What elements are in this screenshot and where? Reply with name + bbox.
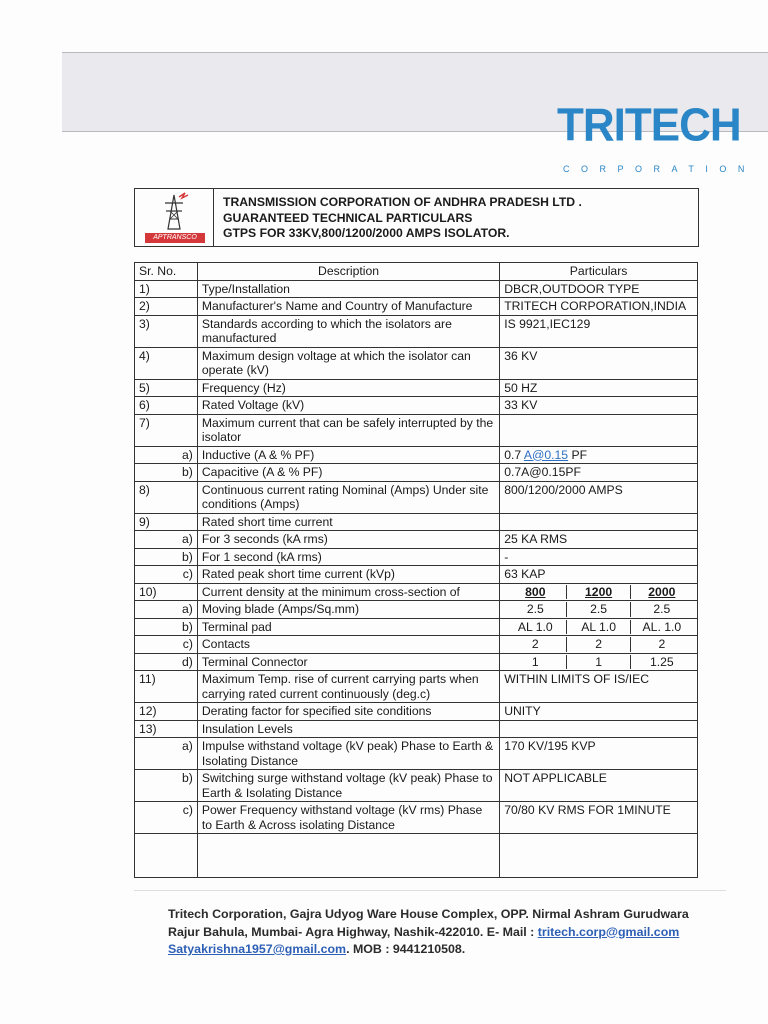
row-particulars: [500, 636, 698, 654]
row-sr-no: 8): [135, 481, 198, 513]
rating-cell: 2000: [630, 585, 693, 600]
mobile-number: . MOB : 9441210508.: [346, 942, 466, 956]
table-row: [135, 618, 698, 636]
row-sr-no: c): [135, 636, 198, 654]
rating-cell: 1: [531, 654, 539, 669]
table-row: [135, 315, 698, 347]
rating-cell: AL. 1.0: [630, 620, 693, 635]
row-description: Insulation Levels: [197, 720, 499, 738]
row-sr-no: a): [135, 738, 198, 770]
blank-cell: [197, 834, 499, 878]
row-sr-no: 4): [135, 347, 198, 379]
header-sr-no: Sr. No.: [135, 263, 198, 281]
row-description: Inductive (A & % PF): [197, 446, 499, 464]
row-particulars: [500, 601, 698, 619]
row-sr-no: a): [135, 601, 198, 619]
table-row: [135, 464, 698, 482]
rating-cell: 2: [531, 637, 539, 651]
row-particulars: 50 HZ: [500, 379, 698, 397]
table-row: [135, 481, 698, 513]
row-particulars: 170 KV/195 KVP: [500, 738, 698, 770]
row-sr-no: 9): [135, 513, 198, 531]
row-particulars: 25 KA RMS: [500, 531, 698, 549]
row-particulars: [500, 583, 698, 601]
footer-divider: [134, 890, 726, 891]
row-description: Contacts: [197, 636, 499, 654]
logo-subtitle: CORPORATION: [563, 164, 756, 174]
table-row: [135, 802, 698, 834]
row-sr-no: d): [135, 653, 198, 671]
rating-cell: 2: [566, 637, 629, 652]
row-description: For 1 second (kA rms): [197, 548, 499, 566]
title-line-2: GUARANTEED TECHNICAL PARTICULARS: [223, 210, 473, 225]
rating-cell: 2.5: [526, 602, 544, 616]
footer-address-text: Rajur Bahula, Mumbai- Agra Highway, Nashik-422010. E- Mail :: [168, 924, 538, 939]
row-description: Power Frequency withstand voltage (kV rms) Phase to Earth & Across isolating Distance: [197, 802, 499, 834]
table-row: [135, 298, 698, 316]
row-description: Rated Voltage (kV): [197, 397, 499, 415]
table-row: [135, 738, 698, 770]
row-particulars: 800/1200/2000 AMPS: [500, 481, 698, 513]
row-particulars: [500, 414, 698, 446]
logo-wordmark: TRITECH: [557, 99, 741, 152]
rating-cell: AL 1.0: [517, 619, 553, 634]
row-sr-no: 10): [135, 583, 198, 601]
row-sr-no: b): [135, 464, 198, 482]
header-particulars: Particulars: [500, 263, 698, 281]
aptransco-tag: APTRANSCO: [145, 233, 205, 243]
row-particulars: NOT APPLICABLE: [500, 770, 698, 802]
row-particulars: DBCR,OUTDOOR TYPE: [500, 280, 698, 298]
row-description: Terminal Connector: [197, 653, 499, 671]
row-particulars: [500, 446, 698, 464]
document-title: [223, 195, 582, 242]
rating-cell: 1: [566, 655, 629, 670]
row-description: Switching surge withstand voltage (kV peak) Phase to Earth & Isolating Distance: [197, 770, 499, 802]
row-description: Maximum design voltage at which the isolator can operate (kV): [197, 347, 499, 379]
row-description: Derating factor for specified site conditions: [197, 703, 499, 721]
title-line-1: TRANSMISSION CORPORATION OF ANDHRA PRADESH LTD .: [223, 195, 582, 209]
row-sr-no: c): [135, 802, 198, 834]
row-description: Maximum Temp. rise of current carrying parts when carrying rated current continuously (deg.c): [197, 671, 499, 703]
table-row: [135, 414, 698, 446]
rating-cell: 1.25: [630, 655, 693, 670]
row-particulars: [500, 513, 698, 531]
row-particulars: UNITY: [500, 703, 698, 721]
table-row: [135, 601, 698, 619]
rating-cell: 2.5: [630, 602, 693, 617]
row-description: Continuous current rating Nominal (Amps) Under site conditions (Amps): [197, 481, 499, 513]
row-description: Manufacturer's Name and Country of Manufacture: [197, 298, 499, 316]
rating-cell: AL 1.0: [566, 620, 629, 635]
email-link-2[interactable]: Satyakrishna1957@gmail.com: [168, 942, 347, 956]
table-row: [135, 671, 698, 703]
title-box: [134, 188, 699, 247]
table-row: [135, 583, 698, 601]
table-row: [135, 703, 698, 721]
row-sr-no: 3): [135, 315, 198, 347]
header-description: Description: [197, 263, 499, 281]
row-particulars: [500, 720, 698, 738]
footer-line-1: Tritech Corporation, Gajra Udyog Ware House Complex, OPP. Nirmal Ashram Gurudwara: [168, 907, 689, 921]
row-particulars: 63 KAP: [500, 566, 698, 584]
row-particulars: [500, 653, 698, 671]
table-row: [135, 379, 698, 397]
row-description: Type/Installation: [197, 280, 499, 298]
table-row: [135, 636, 698, 654]
table-row: [135, 446, 698, 464]
value-text: 0.7: [504, 447, 524, 462]
row-particulars: -: [500, 548, 698, 566]
row-description: Terminal pad: [197, 618, 499, 636]
row-particulars: 0.7A@0.15PF: [500, 464, 698, 482]
row-particulars: 70/80 KV RMS FOR 1MINUTE: [500, 802, 698, 834]
row-description: Impulse withstand voltage (kV peak) Phase to Earth & Isolating Distance: [197, 738, 499, 770]
row-sr-no: b): [135, 548, 198, 566]
row-sr-no: 5): [135, 379, 198, 397]
title-line-3: GTPS FOR 33KV,800/1200/2000 AMPS ISOLATOR.: [223, 226, 510, 240]
value-text: PF: [568, 447, 588, 462]
tritech-logo: [557, 99, 756, 174]
table-row: [135, 513, 698, 531]
row-description: Current density at the minimum cross-section of: [197, 583, 499, 601]
row-sr-no: 7): [135, 414, 198, 446]
table-row: [135, 548, 698, 566]
table-row: [135, 653, 698, 671]
hyperlinked-value[interactable]: A@0.15: [523, 447, 569, 462]
row-sr-no: 12): [135, 703, 198, 721]
row-description: Rated peak short time current (kVp): [197, 566, 499, 584]
gtp-table: [134, 262, 698, 878]
row-description: Frequency (Hz): [197, 379, 499, 397]
row-particulars: WITHIN LIMITS OF IS/IEC: [500, 671, 698, 703]
table-row: [135, 280, 698, 298]
rating-cell: 2.5: [566, 602, 629, 617]
email-link-1[interactable]: tritech.corp@gmail.com: [537, 924, 680, 939]
row-particulars: [500, 618, 698, 636]
row-sr-no: 11): [135, 671, 198, 703]
footer-line-2: [168, 924, 728, 942]
row-sr-no: a): [135, 531, 198, 549]
rating-cell: 800: [525, 584, 546, 599]
rating-cell: 2: [630, 637, 693, 652]
aptransco-logo: [135, 189, 214, 246]
table-row: [135, 770, 698, 802]
row-description: Moving blade (Amps/Sq.mm): [197, 601, 499, 619]
footer-line-3: [168, 941, 728, 959]
blank-cell: [135, 834, 198, 878]
row-description: Standards according to which the isolators are manufactured: [197, 315, 499, 347]
table-row: [135, 720, 698, 738]
row-description: For 3 seconds (kA rms): [197, 531, 499, 549]
row-particulars: 36 KV: [500, 347, 698, 379]
row-description: Rated short time current: [197, 513, 499, 531]
row-sr-no: c): [135, 566, 198, 584]
row-particulars: 33 KV: [500, 397, 698, 415]
blank-cell: [500, 834, 698, 878]
table-row: [135, 397, 698, 415]
row-sr-no: 1): [135, 280, 198, 298]
table-row: [135, 531, 698, 549]
transmission-tower-icon: [135, 189, 213, 234]
row-particulars: TRITECH CORPORATION,INDIA: [500, 298, 698, 316]
table-row: [135, 347, 698, 379]
row-sr-no: a): [135, 446, 198, 464]
row-description: Maximum current that can be safely interrupted by the isolator: [197, 414, 499, 446]
table-row: [135, 566, 698, 584]
row-sr-no: 2): [135, 298, 198, 316]
row-sr-no: b): [135, 618, 198, 636]
footer-address: [168, 906, 728, 959]
row-sr-no: b): [135, 770, 198, 802]
row-particulars: IS 9921,IEC129: [500, 315, 698, 347]
table-header-row: [135, 263, 698, 281]
row-description: Capacitive (A & % PF): [197, 464, 499, 482]
blank-row: [135, 834, 698, 878]
rating-cell: 1200: [566, 585, 629, 600]
row-sr-no: 6): [135, 397, 198, 415]
row-sr-no: 13): [135, 720, 198, 738]
